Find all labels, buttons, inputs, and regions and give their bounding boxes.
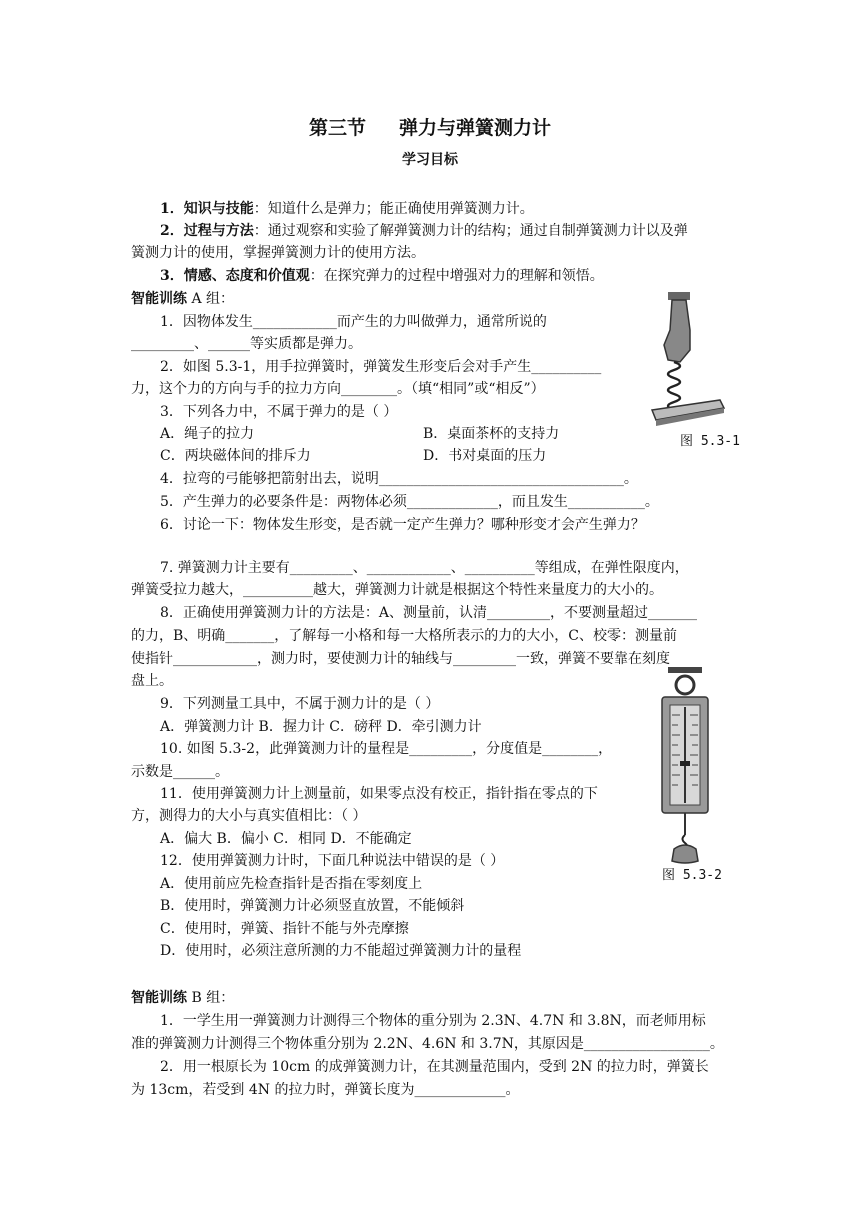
question-line: 示数是______。 [131, 764, 229, 780]
objective-label: 2．过程与方法 [160, 223, 254, 239]
objective-text: ：通过观察和实验了解弹簧测力计的结构；通过自制弹簧测力计以及弹 [253, 223, 688, 239]
question-line: 弹簧受拉力越大，__________越大，弹簧测力计就是根据这个特性来量度力的大小的。 [131, 582, 663, 598]
group-heading-suffix: B 组： [187, 990, 235, 1006]
page-title: 第三节 弹力与弹簧测力计 [308, 117, 552, 139]
question-line: 2．用一根原长为 10cm 的成弹簧测力计，在其测量范围内，受到 2N 的拉力时，弹簧长 [160, 1059, 709, 1075]
figure-top-bar [668, 667, 702, 673]
question-line: 1．因物体发生____________而产生的力叫做弹力，通常所说的 [160, 314, 547, 330]
objective-2 [160, 221, 688, 241]
spring-pull-figure [650, 290, 730, 440]
question-line: 的力，B、明确_______，了解每一小格和每一大格所表示的力的大小，C、校零：测量前 [131, 628, 677, 644]
option-line: C．两块磁体间的排斥力 [160, 448, 311, 464]
question-line: 2．如图 5.3-1，用手拉弹簧时，弹簧发生形变后会对手产生__________ [160, 359, 602, 375]
question-line: 准的弹簧测力计测得三个物体重分别为 2.2N、4.6N 和 3.7N，其原因是__________________。 [131, 1036, 724, 1052]
objective-2-cont [131, 243, 425, 263]
figure-caption-2: 图 5.3-2 [662, 868, 722, 883]
scale-pointer [680, 761, 690, 766]
question-line: 5．产生弹力的必要条件是：两物体必须_____________，而且发生___________。 [160, 494, 659, 510]
option-line: D．书对桌面的压力 [423, 448, 547, 464]
question-line: 11．使用弹簧测力计上测量前，如果零点没有校正，指针指在零点的下 [160, 786, 598, 802]
option-line: B．使用时，弹簧测力计必须竖直放置，不能倾斜 [160, 898, 465, 914]
figure-grip [668, 292, 690, 300]
group-b-heading [131, 988, 234, 1008]
group-heading-suffix: A 组： [187, 291, 235, 307]
question-line: 3．下列各力中，不属于弹力的是（ ） [160, 404, 398, 420]
question-line: 为 13cm，若受到 4N 的拉力时，弹簧长度为_____________。 [131, 1082, 520, 1098]
objective-text: 簧测力计的使用，掌握弹簧测力计的使用方法。 [131, 245, 425, 261]
objective-label: 3．情感、态度和价值观 [160, 268, 310, 284]
option-line: D．使用时，必须注意所测的力不能超过弹簧测力计的量程 [160, 943, 522, 959]
question-line: 使指针____________，测力时，要使测力计的轴线与_________一致，弹簧不要靠在刻度 [131, 651, 670, 667]
scale-ring [676, 676, 694, 694]
question-line: 6．讨论一下：物体发生形变，是否就一定产生弹力？哪种形变才会产生弹力？ [160, 517, 645, 533]
group-heading-label: 智能训练 [131, 291, 187, 307]
section-subtitle: 学习目标 [402, 152, 458, 168]
option-line: A．使用前应先检查指针是否指在零刻度上 [160, 876, 423, 892]
question-line: 力，这个力的方向与手的拉力方向________。（填“相同”或“相反”） [131, 381, 545, 397]
figure-caption-1: 图 5.3-1 [680, 434, 740, 449]
question-line: 方，测得力的大小与真实值相比：（ ） [131, 808, 367, 824]
question-line: 9．下列测量工具中，不属于测力计的是（ ） [160, 696, 440, 712]
hanging-weight [672, 845, 698, 863]
hand-shape [664, 300, 690, 362]
question-line: _________、______等实质都是弹力。 [131, 336, 362, 352]
objective-text: ：在探究弹力的过程中增强对力的理解和领悟。 [309, 268, 604, 284]
question-line: 8．正确使用弹簧测力计的方法是：A、测量前，认清_________，不要测量超过_______ [160, 605, 698, 621]
objective-3 [160, 266, 604, 286]
group-a-heading [131, 289, 234, 309]
objective-label: 1．知识与技能 [160, 201, 254, 217]
question-line: 盘上。 [131, 673, 173, 689]
option-line: A．偏大 B．偏小 C．相同 D．不能确定 [160, 831, 412, 847]
group-heading-label: 智能训练 [131, 990, 187, 1006]
option-line: A．绳子的拉力 [160, 426, 255, 442]
objective-1 [160, 199, 534, 219]
spring-scale-figure [650, 665, 720, 865]
question-line: 1．一学生用一弹簧测力计测得三个物体的重分别为 2.3N、4.7N 和 3.8N，而老师用标 [160, 1013, 706, 1029]
question-line: 12．使用弹簧测力计时，下面几种说法中错误的是（ ） [160, 853, 505, 869]
option-line: B．桌面茶杯的支持力 [423, 426, 560, 442]
question-line: 4．拉弯的弓能够把箭射出去，说明___________________________________。 [160, 471, 638, 487]
objective-text: ：知道什么是弹力；能正确使用弹簧测力计。 [253, 201, 534, 217]
question-line: 10. 如图 5.3-2，此弹簧测力计的量程是_________，分度值是________， [160, 741, 613, 757]
question-line: 7. 弹簧测力计主要有_________、____________、__________等组成，在弹性限度内， [160, 560, 689, 576]
option-line: C．使用时，弹簧、指针不能与外壳摩擦 [160, 921, 409, 937]
option-line: A．弹簧测力计 B．握力计 C．磅秤 D．牵引测力计 [160, 719, 482, 735]
